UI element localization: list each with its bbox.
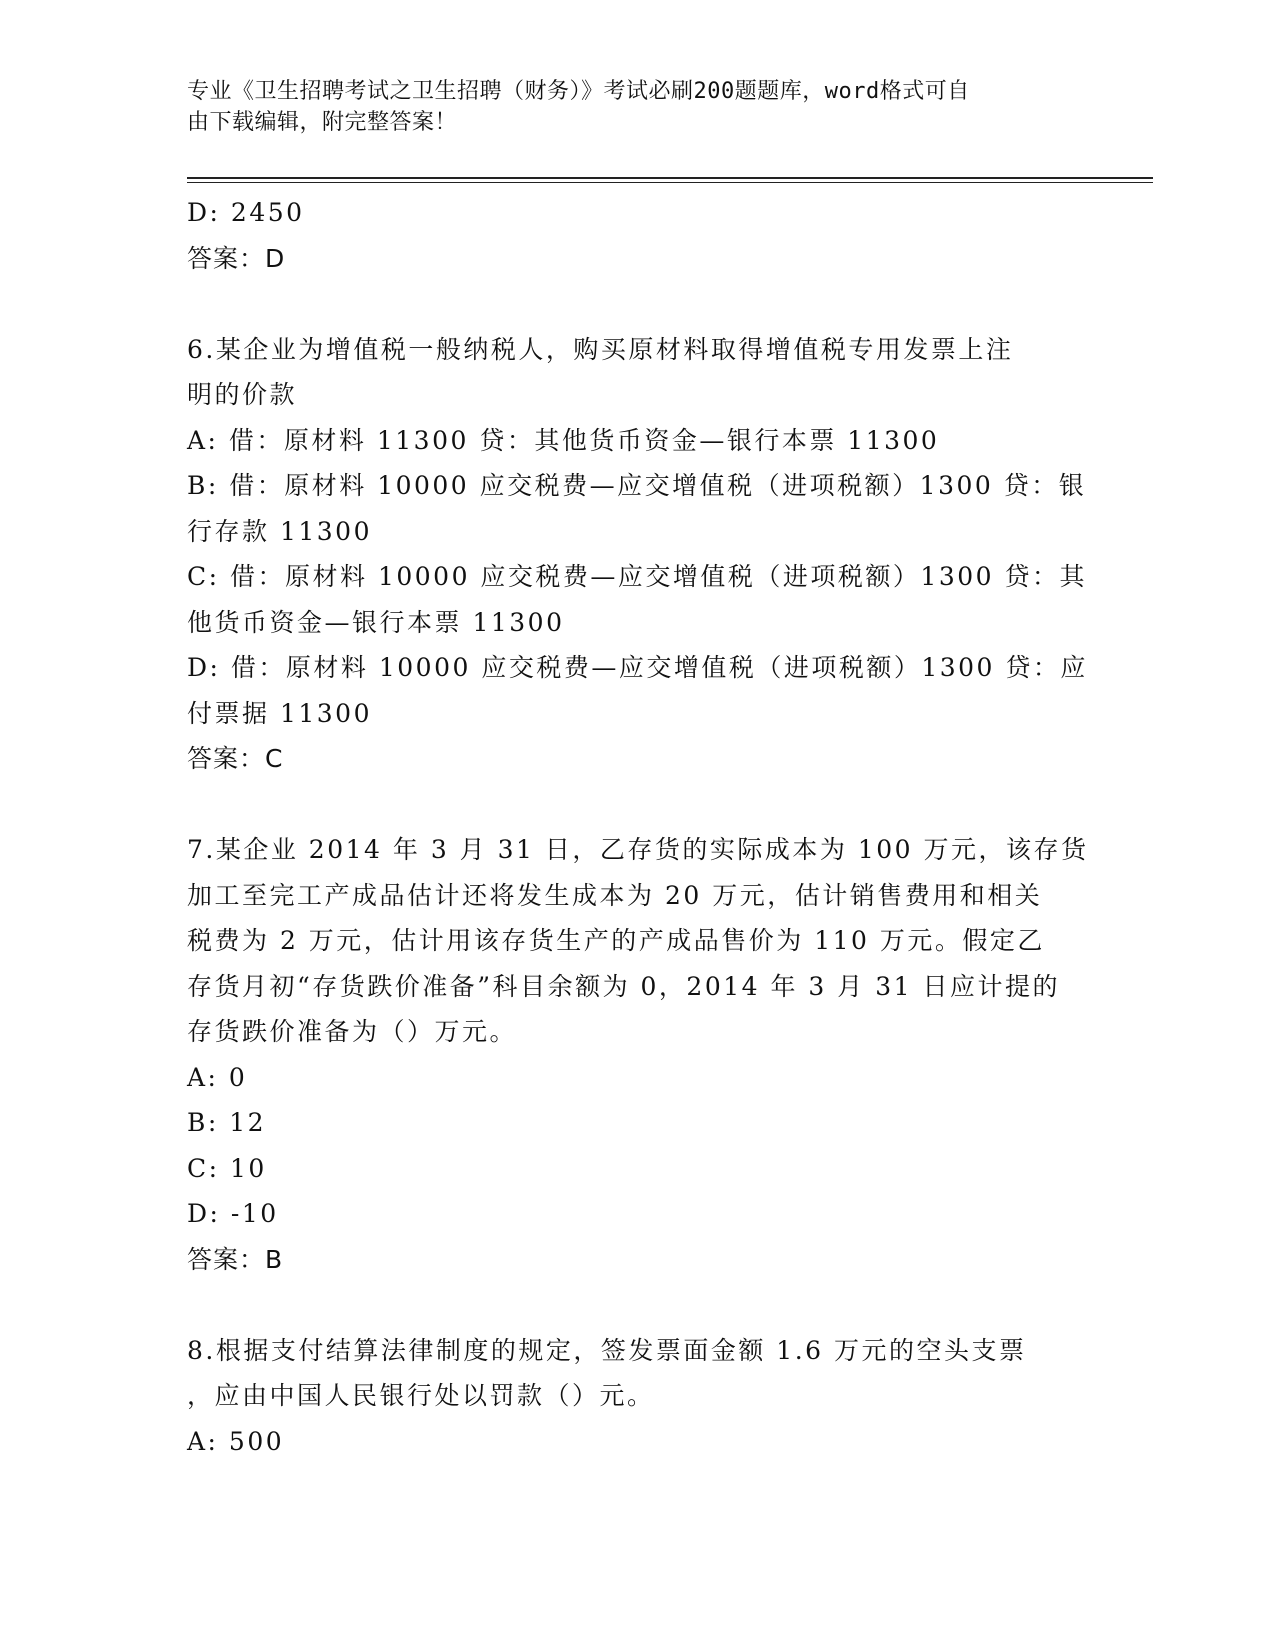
q6-answer: 答案：C — [187, 744, 284, 773]
q6-option-a: A: 借：原材料 11300 贷：其他货币资金—银行本票 11300 — [187, 425, 940, 455]
q7-stem-line-5: 存货跌价准备为（）万元。 — [187, 1017, 518, 1046]
q6-stem-line-2: 明的价款 — [187, 380, 298, 409]
q7-option-d: D: -10 — [187, 1199, 279, 1228]
q8-stem-line-2: ，应由中国人民银行处以罚款（）元。 — [187, 1381, 655, 1410]
q7-stem-line-4: 存货月初“存货跌价准备”科目余额为 0，2014 年 3 月 31 日应计提的 — [187, 971, 1060, 1001]
q7-answer: 答案：B — [187, 1244, 284, 1274]
q7-stem-line-3: 税费为 2 万元，估计用该存货生产的产成品售价为 110 万元。假定乙 — [187, 926, 1045, 955]
q6-option-c-line-1: C: 借：原材料 10000 应交税费—应交增值税（进项税额）1300 贷：其 — [187, 562, 1087, 591]
q7-option-b: B: 12 — [187, 1108, 267, 1137]
q6-option-b-line-2: 行存款 11300 — [187, 516, 372, 546]
q5-option-d: D: 2450 — [187, 198, 305, 227]
question-spacer — [187, 1282, 1087, 1328]
header-divider-thick — [187, 177, 1153, 179]
q6-option-b-line-1: B: 借：原材料 10000 应交税费—应交增值税（进项税额）1300 贷：银 — [187, 471, 1087, 500]
q6-option-d-line-2: 付票据 11300 — [187, 698, 372, 728]
question-spacer — [187, 281, 1087, 327]
question-8 — [187, 1328, 1087, 1465]
q5-answer: 答案：D — [187, 243, 286, 273]
header-divider-thin — [187, 182, 1153, 183]
q7-option-a: A: 0 — [187, 1062, 248, 1092]
question-7 — [187, 827, 1087, 1282]
q6-stem-line-1: 6.某企业为增值税一般纳税人，购买原材料取得增值税专用发票上注 — [187, 334, 1014, 364]
q6-option-d-line-1: D: 借：原材料 10000 应交税费—应交增值税（进项税额）1300 贷：应 — [187, 653, 1088, 682]
header-title-line-1: 专业《卫生招聘考试之卫生招聘（财务）》考试必刷200题题库，word格式可自 — [187, 79, 970, 104]
q6-option-c-line-2: 他货币资金—银行本票 11300 — [187, 607, 565, 637]
page-header — [187, 76, 1067, 138]
question-content — [187, 190, 1087, 1464]
question-5-tail — [187, 190, 1087, 281]
question-6 — [187, 327, 1087, 782]
q7-option-c: C: 10 — [187, 1153, 267, 1183]
q7-stem-line-2: 加工至完工产成品估计还将发生成本为 20 万元，估计销售费用和相关 — [187, 880, 1043, 910]
header-title-line-2: 由下载编辑，附完整答案！ — [187, 110, 458, 135]
q8-option-a: A: 500 — [187, 1426, 285, 1456]
q8-stem-line-1: 8.根据支付结算法律制度的规定，签发票面金额 1.6 万元的空头支票 — [187, 1335, 1027, 1365]
q7-stem-line-1: 7.某企业 2014 年 3 月 31 日，乙存货的实际成本为 100 万元，该存货 — [187, 835, 1089, 864]
question-spacer — [187, 782, 1087, 828]
